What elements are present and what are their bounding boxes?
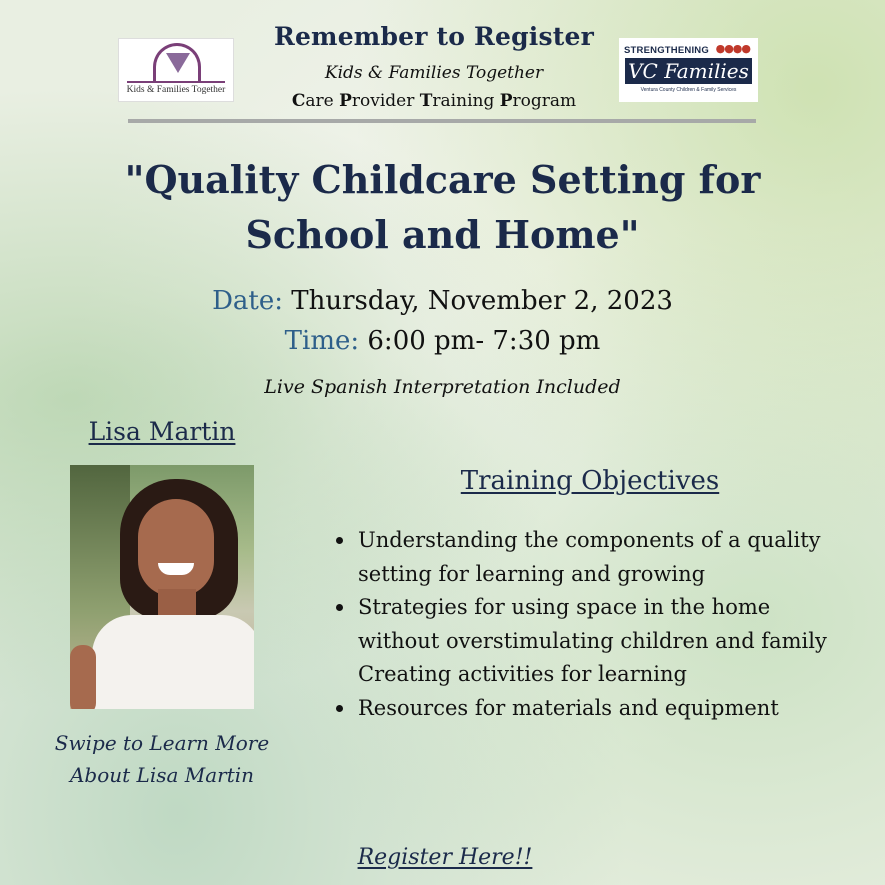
event-time [100,326,785,356]
kids-families-together-logo [118,38,234,102]
interpretation-note: Live Spanish Interpretation Included [264,376,621,398]
objectives-list [330,524,850,725]
remember-heading: Remember to Register [273,22,595,51]
program-name: Care Provider Training Program [291,91,577,111]
people-figures-icon: ●●●● [715,42,750,55]
objectives-heading: Training Objectives [460,466,720,496]
speaker-name-link[interactable]: Lisa Martin [88,417,236,446]
date-label: Date: [212,286,284,316]
left-logo-text: Kids & Families Together [126,85,226,95]
list-item: Resources for materials and equipment [330,692,850,726]
right-logo-line1: STRENGTHENING [624,45,709,56]
right-logo-line2: VC Families [625,58,752,84]
event-date [100,286,785,316]
event-title: "Quality Childcare Setting for School and Home" [124,157,761,257]
swipe-line1: Swipe to Learn More [54,731,270,755]
header-divider [128,119,756,123]
list-item: Strategies for using space in the home without overstimulating children and family Creating activities for learning [330,591,850,692]
right-logo-line3: Ventura County Children & Family Services [640,87,737,93]
swipe-line2: About Lisa Martin [69,763,255,787]
strengthening-vc-families-logo [619,38,758,102]
time-value: 6:00 pm- 7:30 pm [367,326,601,356]
speaker-photo [70,465,254,709]
date-value: Thursday, November 2, 2023 [291,286,673,316]
logo-underline [127,81,225,83]
swipe-note [30,727,294,791]
org-name: Kids & Families Together [324,63,544,83]
register-link[interactable]: Register Here!! [357,845,533,870]
triangle-graphic [166,53,190,73]
list-item: Understanding the components of a quality setting for learning and growing [330,524,850,591]
time-label: Time: [284,326,360,356]
